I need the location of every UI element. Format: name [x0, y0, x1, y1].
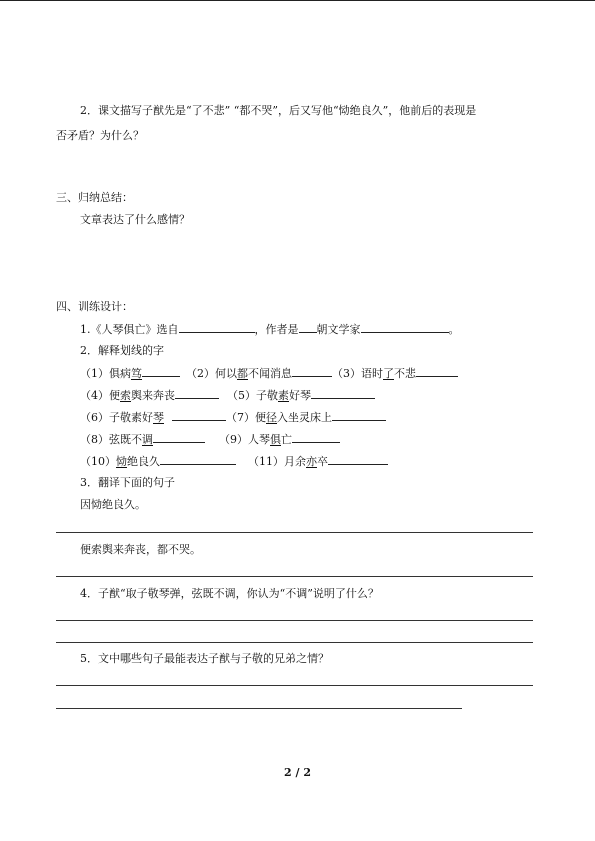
- vocab-3-text: （3）语时: [332, 367, 383, 380]
- vocab-4-text: （4）便: [80, 389, 120, 402]
- page-number: 2 / 2: [284, 766, 311, 779]
- vocab-1-blank[interactable]: [142, 366, 180, 377]
- answer-line-6[interactable]: [56, 708, 462, 709]
- vocab-5-underlined-char: 素: [278, 389, 289, 402]
- section3-question: 文章表达了什么感情？: [80, 213, 190, 226]
- answer-line-2[interactable]: [56, 576, 533, 577]
- vocab-6-underlined-char: 琴: [153, 411, 164, 424]
- answer-line-5[interactable]: [56, 685, 533, 686]
- vocab-row-4: [80, 432, 340, 447]
- item1-text-a: 1.《人琴俱亡》选自: [80, 323, 179, 336]
- vocab-5-blank[interactable]: [311, 388, 375, 399]
- item1-text-d: 。: [448, 323, 460, 336]
- vocab-7-blank[interactable]: [332, 410, 386, 421]
- item1-text-c: 朝文学家: [316, 323, 361, 336]
- vocab-7-text-post: 入坐灵床上: [277, 411, 332, 424]
- vocab-row-2: [80, 388, 375, 403]
- vocab-10-text-post: 绝良久: [127, 455, 160, 468]
- vocab-9-blank[interactable]: [292, 432, 340, 443]
- item5-question: 5．文中哪些句子最能表达子猷与子敬的兄弟之情？: [80, 652, 329, 665]
- vocab-6-blank[interactable]: [172, 410, 226, 421]
- item4-question: 4．子猷“取子敬琴弹，弦既不调，你认为“不调”说明了什么？: [80, 587, 379, 600]
- vocab-6-text: （6）子敬素好: [80, 411, 153, 424]
- vocab-2-underlined-char: 都: [237, 367, 248, 380]
- vocab-4-text-post: 舆来奔丧: [131, 389, 175, 402]
- vocab-10-text: （10）: [80, 455, 116, 468]
- item3-title: 3．翻译下面的句子: [80, 476, 175, 489]
- answer-line-3[interactable]: [56, 620, 533, 621]
- q2-line1: 2．课文描写子猷先是“了不悲” “都不哭”，后又写他“恸绝良久”，他前后的表现是: [80, 104, 477, 117]
- vocab-8-text: （8）弦既不: [80, 433, 142, 446]
- vocab-7-text: （7）便: [226, 411, 266, 424]
- top-border: [0, 0, 595, 1]
- vocab-3-blank[interactable]: [416, 366, 458, 377]
- vocab-2-blank[interactable]: [292, 366, 332, 377]
- q2-line2: 否矛盾？为什么？: [56, 129, 144, 142]
- vocab-8-underlined-char: 调: [142, 433, 153, 446]
- section3-heading: 三、归纳总结：: [56, 191, 133, 204]
- vocab-2-text: （2）何以: [186, 367, 237, 380]
- vocab-9-text-post: 亡: [281, 433, 292, 446]
- item1-blank-dynasty[interactable]: [299, 322, 317, 333]
- translate-sentence-1: 因恸绝良久。: [80, 498, 146, 511]
- vocab-11-text-post: 卒: [317, 455, 328, 468]
- vocab-row-5: [80, 454, 388, 469]
- translate-sentence-2: 便索舆来奔丧，都不哭。: [80, 543, 201, 556]
- item1-blank-author[interactable]: [361, 322, 449, 333]
- vocab-11-text: （11）月余: [248, 455, 306, 468]
- item2-title: 2．解释划线的字: [80, 344, 164, 357]
- vocab-8-blank[interactable]: [153, 432, 205, 443]
- vocab-row-3: [80, 410, 386, 425]
- vocab-3-underlined-char: 了: [383, 367, 394, 380]
- vocab-11-underlined-char: 亦: [306, 455, 317, 468]
- vocab-10-blank[interactable]: [160, 454, 236, 465]
- vocab-5-text: （5）子敬: [227, 389, 278, 402]
- vocab-2-text-post: 不闻消息: [248, 367, 292, 380]
- answer-line-4[interactable]: [56, 642, 533, 643]
- answer-line-1[interactable]: [56, 532, 533, 533]
- item1: [80, 322, 460, 337]
- vocab-1-underlined-char: 笃: [131, 367, 142, 380]
- vocab-9-text: （9）人琴: [219, 433, 270, 446]
- vocab-9-underlined-char: 俱: [270, 433, 281, 446]
- vocab-4-blank[interactable]: [175, 388, 219, 399]
- vocab-4-underlined-char: 索: [120, 389, 131, 402]
- item1-blank-source[interactable]: [179, 322, 255, 333]
- vocab-3-text-post: 不悲: [394, 367, 416, 380]
- vocab-5-text-post: 好琴: [289, 389, 311, 402]
- section4-heading: 四、训练设计：: [56, 300, 133, 313]
- vocab-7-underlined-char: 径: [266, 411, 277, 424]
- vocab-1-text: （1）俱病: [80, 367, 131, 380]
- vocab-11-blank[interactable]: [328, 454, 388, 465]
- vocab-row-1: [80, 366, 458, 381]
- vocab-10-underlined-char: 恸: [116, 455, 127, 468]
- item1-text-b: ，作者是: [254, 323, 299, 336]
